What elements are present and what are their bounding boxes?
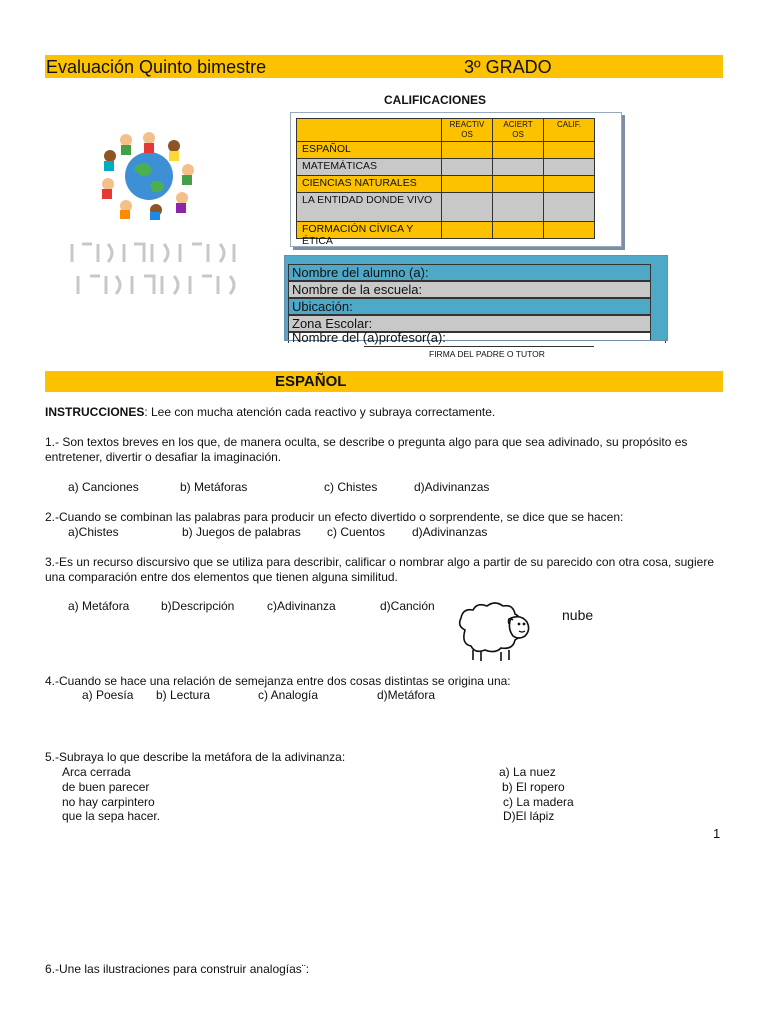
riddle-line: que la sepa hacer. bbox=[62, 809, 161, 823]
grades-table-title: CALIFICACIONES bbox=[384, 93, 486, 107]
option[interactable]: b) Metáforas bbox=[180, 480, 248, 494]
option[interactable]: a) Canciones bbox=[68, 480, 139, 494]
riddle-line: no hay carpintero bbox=[62, 795, 155, 809]
grade-cell[interactable] bbox=[493, 222, 544, 239]
subject-cell: MATEMÁTICAS bbox=[297, 159, 442, 176]
section-title: ESPAÑOL bbox=[275, 373, 347, 390]
option[interactable]: d)Metáfora bbox=[377, 688, 436, 702]
option[interactable]: d)Adivinanzas bbox=[414, 480, 490, 494]
option[interactable]: D)El lápiz bbox=[503, 809, 555, 823]
option[interactable]: c) Analogía bbox=[258, 688, 319, 702]
question-6: 6.-Une las ilustraciones para construir analogías¨: bbox=[45, 962, 310, 976]
option[interactable]: b) Lectura bbox=[156, 688, 211, 702]
student-name-field[interactable]: Nombre del alumno (a): bbox=[288, 264, 651, 281]
grade-cell[interactable] bbox=[544, 176, 595, 193]
children-globe-illustration bbox=[98, 128, 200, 220]
option[interactable]: c) Chistes bbox=[324, 480, 378, 494]
school-zone-field[interactable]: Zona Escolar: bbox=[288, 315, 651, 332]
option[interactable]: b) El ropero bbox=[502, 780, 565, 794]
instructions-label: INSTRUCCIONES bbox=[45, 405, 145, 419]
question-3: 3.-Es un recurso discursivo que se utiliza para describir, calificar o nombrar algo a partir de su parecido con otra cosa, sugiere una comparación entre dos elementos que tienen alguna similitud. bbox=[45, 555, 714, 584]
grade-label: 3º GRADO bbox=[464, 57, 552, 77]
grade-cell[interactable] bbox=[493, 159, 544, 176]
grade-cell[interactable] bbox=[493, 142, 544, 159]
sheep-illustration bbox=[453, 600, 533, 664]
student-info-panel bbox=[284, 255, 668, 345]
option[interactable]: c) La madera bbox=[503, 795, 574, 809]
question-5: 5.-Subraya lo que describe la metáfora de la adivinanza: bbox=[45, 750, 346, 764]
subject-cell: LA ENTIDAD DONDE VIVO bbox=[297, 193, 442, 222]
option[interactable]: c)Adivinanza bbox=[267, 599, 336, 613]
teacher-name-field[interactable]: Nombre del (a)profesor(a): bbox=[288, 332, 651, 340]
instructions-text: : Lee con mucha atención cada reactivo y subraya correctamente. bbox=[144, 405, 496, 419]
grade-cell[interactable] bbox=[493, 176, 544, 193]
column-header: CALIF. bbox=[544, 119, 595, 142]
grade-cell[interactable] bbox=[442, 176, 493, 193]
location-field[interactable]: Ubicación: bbox=[288, 298, 651, 315]
signature-label: FIRMA DEL PADRE O TUTOR bbox=[429, 349, 545, 359]
grade-cell[interactable] bbox=[544, 193, 595, 222]
section-bar bbox=[45, 371, 723, 392]
option[interactable]: b) Juegos de palabras bbox=[182, 525, 301, 539]
subject-cell: CIENCIAS NATURALES bbox=[297, 176, 442, 193]
grade-cell[interactable] bbox=[493, 193, 544, 222]
option[interactable]: d)Adivinanzas bbox=[412, 525, 488, 539]
signature-line bbox=[364, 346, 594, 347]
faded-watermark bbox=[68, 238, 248, 308]
riddle-line: de buen parecer bbox=[62, 780, 150, 794]
subject-cell: FORMACIÓN CÍVICA Y ÉTICA bbox=[297, 222, 442, 239]
grade-cell[interactable] bbox=[544, 142, 595, 159]
grades-table-panel bbox=[290, 112, 622, 247]
riddle-line: Arca cerrada bbox=[62, 765, 131, 779]
question-1: 1.- Son textos breves en los que, de manera oculta, se describe o pregunta algo para que sea adivinado, su propósito es entretener, divertir o desafiar la imaginación. bbox=[45, 435, 688, 464]
option[interactable]: a) La nuez bbox=[499, 765, 556, 779]
image-label-nube: nube bbox=[562, 607, 594, 623]
option[interactable]: a)Chistes bbox=[68, 525, 119, 539]
grade-cell[interactable] bbox=[442, 142, 493, 159]
column-header: REACTIV OS bbox=[442, 119, 493, 142]
grades-table bbox=[296, 118, 595, 247]
option[interactable]: d)Canción bbox=[380, 599, 435, 613]
option[interactable]: a) Metáfora bbox=[68, 599, 130, 613]
instructions bbox=[45, 405, 725, 420]
school-name-field[interactable]: Nombre de la escuela: bbox=[288, 281, 651, 298]
column-header: ACIERT OS bbox=[493, 119, 544, 142]
page-number: 1 bbox=[713, 826, 721, 841]
grade-cell[interactable] bbox=[544, 159, 595, 176]
question-4: 4.-Cuando se hace una relación de semejanza entre dos cosas distintas se origina una: bbox=[45, 674, 511, 688]
subject-cell: ESPAÑOL bbox=[297, 142, 442, 159]
grade-cell[interactable] bbox=[442, 193, 493, 222]
option[interactable]: a) Poesía bbox=[82, 688, 134, 702]
grades-header-blank bbox=[297, 119, 442, 142]
grade-cell[interactable] bbox=[442, 159, 493, 176]
option[interactable]: b)Descripción bbox=[161, 599, 235, 613]
question-2: 2.-Cuando se combinan las palabras para producir un efecto divertido o sorprendente, se dice que se hacen: bbox=[45, 510, 624, 524]
option[interactable]: c) Cuentos bbox=[327, 525, 386, 539]
grade-cell[interactable] bbox=[544, 222, 595, 239]
grade-cell[interactable] bbox=[442, 222, 493, 239]
page-title: Evaluación Quinto bimestre bbox=[46, 57, 267, 77]
